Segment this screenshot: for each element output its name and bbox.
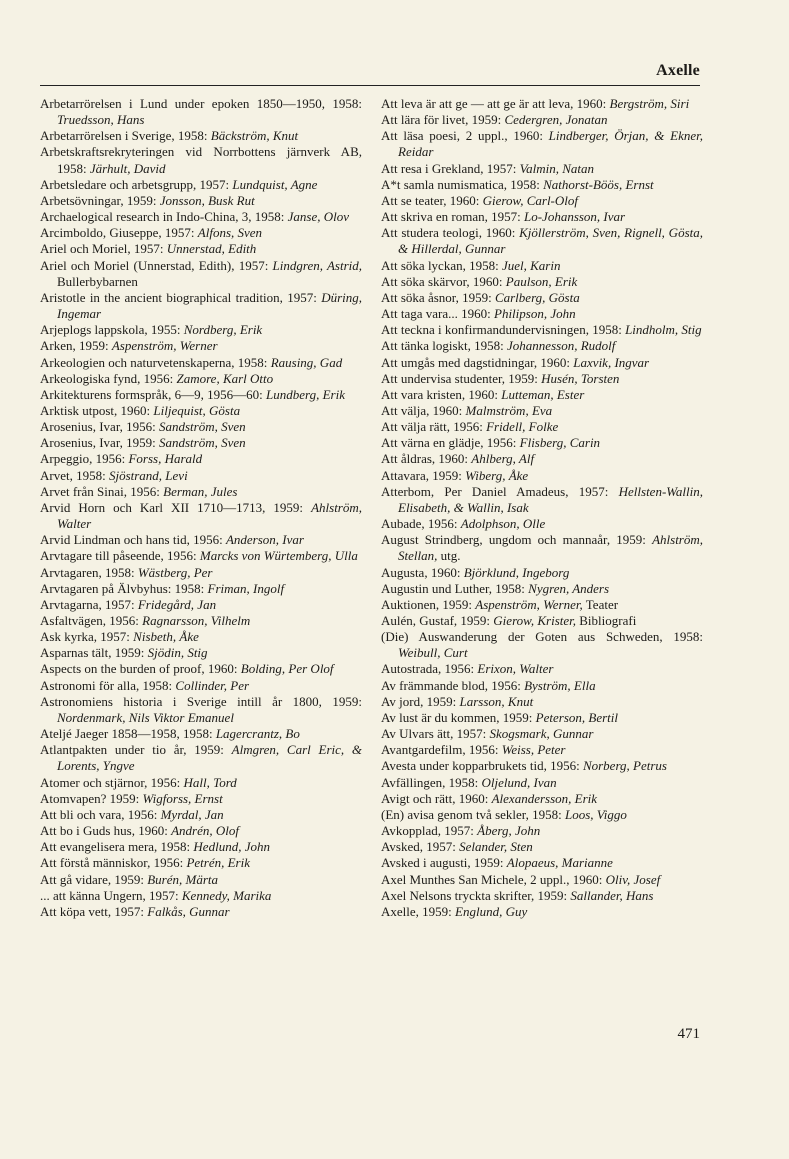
entry-author: Friman, Ingolf — [207, 580, 285, 596]
entry-title: Att åldras, 1960: — [381, 451, 472, 467]
entry-title: Ariel och Moriel, 1957: — [40, 241, 167, 257]
entry-author: Almgren, Carl Eric, & Lorents, Yngve — [57, 742, 362, 774]
catalog-entry — [40, 419, 362, 435]
catalog-entry — [381, 209, 703, 225]
catalog-entry — [40, 435, 362, 451]
entry-title: A*t samla numismatica, 1958: — [381, 176, 544, 192]
entry-title: Atomvapen? 1959: — [40, 790, 143, 806]
entry-title: Arvtagaren på Älvbyhus: 1958: — [40, 580, 208, 596]
catalog-entry — [381, 451, 703, 467]
entry-title: Auktionen, 1959: — [381, 596, 476, 612]
entry-author: Myrdal, Jan — [160, 806, 224, 822]
entry-title: Arvtagare till påseende, 1956: — [40, 548, 200, 564]
catalog-entry — [40, 645, 362, 661]
entry-title: Arbetsledare och arbetsgrupp, 1957: — [40, 176, 233, 192]
entry-title: Arkeologien och naturvetenskaperna, 1958: — [40, 354, 271, 370]
entry-title: Attavara, 1959: — [381, 467, 466, 483]
catalog-entry — [381, 791, 703, 807]
entry-suffix: Bullerbybarnen — [57, 273, 138, 289]
catalog-entry — [40, 548, 362, 564]
entry-author: Andrén, Olof — [171, 823, 239, 839]
entry-title: Augusta, 1960: — [381, 564, 464, 580]
entry-author: Alexandersson, Erik — [491, 790, 598, 806]
entry-title: Att leva är att ge — att ge är att leva, 1960: — [381, 96, 610, 111]
catalog-entry — [40, 839, 362, 855]
entry-title: Av främmande blod, 1956: — [381, 677, 525, 693]
catalog-entry — [40, 468, 362, 484]
entry-author: Husén, Torsten — [541, 370, 620, 386]
catalog-entry — [381, 694, 703, 710]
entry-author: Flisberg, Carin — [519, 435, 601, 451]
entry-author: Weibull, Curt — [398, 645, 468, 661]
entry-author: Rausing, Gad — [270, 354, 343, 370]
entry-author: Byström, Ella — [524, 677, 596, 693]
catalog-entry — [381, 435, 703, 451]
catalog-entry — [381, 161, 703, 177]
entry-title: Avsked, 1957: — [381, 839, 460, 855]
entry-title: Aulén, Gustaf, 1959: — [381, 613, 494, 628]
entry-author: Sandström, Sven — [159, 435, 246, 451]
entry-author: Fridegård, Jan — [137, 596, 217, 612]
entry-title: Arbetarrörelsen i Sverige, 1958: — [40, 128, 211, 144]
entry-title: Aubade, 1956: — [381, 516, 461, 532]
running-header: Axelle — [656, 62, 700, 79]
entry-author: Fridell, Folke — [486, 419, 559, 435]
entry-title: Arvtagaren, 1958: — [40, 564, 138, 580]
entry-title: Aristotle in the ancient biographical tradition, 1957: — [40, 289, 322, 305]
entry-title: Att söka åsnor, 1959: — [381, 289, 495, 305]
entry-author: Lindholm, Stig — [625, 322, 702, 338]
entry-title: Arcimboldo, Giuseppe, 1957: — [40, 225, 198, 241]
catalog-entry — [40, 661, 362, 677]
entry-author: Alopaeus, Marianne — [506, 855, 613, 871]
entry-author: Zamore, Karl Otto — [176, 370, 274, 386]
entry-title: Autostrada, 1956: — [381, 661, 478, 677]
entry-author: Peterson, Bertil — [535, 709, 618, 725]
entry-author: Aspenström, Werner — [111, 338, 218, 354]
catalog-entry — [381, 872, 703, 888]
entry-title: Axel Nelsons tryckta skrifter, 1959: — [381, 887, 571, 903]
catalog-entry — [381, 678, 703, 694]
entry-title: Att umgås med dagstidningar, 1960: — [381, 354, 574, 370]
entry-title: Axel Munthes San Michele, 2 uppl., 1960: — [381, 871, 606, 887]
catalog-entry — [381, 613, 703, 629]
entry-title: Avigt och rätt, 1960: — [381, 790, 492, 806]
catalog-entry — [381, 128, 703, 160]
entry-author: Anderson, Ivar — [225, 532, 304, 548]
entry-title: Att se teater, 1960: — [381, 192, 483, 208]
catalog-entry — [381, 661, 703, 677]
catalog-entry — [40, 726, 362, 742]
entry-title: Att teckna i konfirmandundervisningen, 1958: — [381, 322, 626, 338]
entry-title: Astronomi för alla, 1958: — [40, 677, 176, 693]
entry-title: Ariel och Moriel (Unnerstad, Edith), 1957: — [40, 257, 273, 273]
entry-author: Selander, Sten — [459, 839, 533, 855]
catalog-entry — [381, 258, 703, 274]
entry-title: Arbetarrörelsen i Lund under epoken 1850—1950, 1958: — [40, 96, 362, 111]
entry-title: Att köpa vett, 1957: — [40, 903, 148, 919]
catalog-entry — [381, 306, 703, 322]
entry-author: Lundberg, Erik — [266, 386, 345, 402]
entry-author: Falkås, Gunnar — [147, 903, 230, 919]
catalog-entry — [381, 581, 703, 597]
entry-author: Ahlberg, Alf — [471, 451, 535, 467]
entry-author: Lo-Johansson, Ivar — [523, 209, 626, 225]
catalog-entry — [40, 290, 362, 322]
catalog-entry — [40, 144, 362, 176]
catalog-entry — [381, 177, 703, 193]
entry-author: Petrén, Erik — [186, 855, 250, 871]
catalog-entry — [40, 209, 362, 225]
entry-title: Arvet, 1958: — [40, 467, 109, 483]
catalog-entry — [381, 516, 703, 532]
entry-title: Att tänka logiskt, 1958: — [381, 338, 508, 354]
entry-title: (En) avisa genom två sekler, 1958: — [381, 806, 565, 822]
entry-title: Arken, 1959: — [40, 338, 112, 354]
catalog-entry — [381, 839, 703, 855]
entry-author: Nathorst-Böös, Ernst — [543, 176, 654, 192]
entry-author: Berman, Jules — [163, 483, 238, 499]
entry-author: Wiberg, Åke — [465, 467, 529, 483]
catalog-entry — [381, 629, 703, 661]
entry-author: Hedlund, John — [193, 839, 270, 855]
entry-author: Kennedy, Marika — [181, 887, 272, 903]
catalog-entry — [40, 371, 362, 387]
header-rule — [40, 85, 700, 86]
entry-author: Kjöllerström, Sven, Rignell, Gösta, & Hillerdal, Gunnar — [398, 225, 703, 257]
catalog-entry — [381, 823, 703, 839]
entry-author: Unnerstad, Edith — [166, 241, 257, 257]
entry-author: Ahlström, Stellan, — [398, 532, 703, 564]
entry-title: Arvid Lindman och hans tid, 1956: — [40, 532, 226, 548]
entry-author: Sjödin, Stig — [147, 645, 208, 661]
catalog-entry — [381, 403, 703, 419]
catalog-entry — [381, 484, 703, 516]
catalog-entry — [381, 371, 703, 387]
catalog-entry — [40, 775, 362, 791]
catalog-entry — [40, 96, 362, 128]
catalog-entry — [40, 241, 362, 257]
entry-title: Arvid Horn och Karl XII 1710—1713, 1959: — [40, 499, 312, 515]
entry-title: Att söka lyckan, 1958: — [381, 257, 502, 273]
catalog-entry — [381, 225, 703, 257]
entry-title: Att taga vara... 1960: — [381, 306, 494, 322]
entry-author: Lindgren, Astrid, — [272, 257, 362, 273]
entry-title: Att vara kristen, 1960: — [381, 386, 502, 402]
catalog-entry — [381, 355, 703, 371]
catalog-entry — [40, 532, 362, 548]
entry-title: Att resa i Grekland, 1957: — [381, 160, 520, 176]
entry-author: Björklund, Ingeborg — [463, 564, 570, 580]
entry-author: Englund, Guy — [455, 903, 528, 919]
entry-author: Sandström, Sven — [159, 419, 246, 435]
entry-title: Atomer och stjärnor, 1956: — [40, 774, 184, 790]
entry-title: Arosenius, Ivar, 1956: — [40, 419, 159, 435]
catalog-entry — [381, 726, 703, 742]
entry-title: Att söka skärvor, 1960: — [381, 273, 506, 289]
entry-author: Oljelund, Ivan — [481, 774, 557, 790]
entry-title: Atlantpakten under tio år, 1959: — [40, 742, 232, 758]
right-column — [381, 96, 703, 920]
entry-author: Lindberger, Örjan, & Ekner, Reidar — [398, 128, 703, 160]
entry-author: Alfons, Sven — [197, 225, 263, 241]
entry-author: Skogsmark, Gunnar — [489, 726, 594, 742]
catalog-entry — [40, 807, 362, 823]
page-number: 471 — [677, 1026, 700, 1042]
entry-title: Att gå vidare, 1959: — [40, 871, 148, 887]
entry-author: Malmström, Eva — [465, 402, 553, 418]
entry-author: Burén, Märta — [147, 871, 219, 887]
entry-author: Nordberg, Erik — [183, 322, 263, 338]
catalog-entry — [381, 597, 703, 613]
entry-author: Bergström, Siri — [609, 96, 690, 111]
catalog-entry — [40, 500, 362, 532]
entry-author: Hellsten-Wallin, Elisabeth, & Wallin, Isak — [398, 483, 703, 515]
catalog-entry — [381, 532, 703, 564]
catalog-entry — [40, 387, 362, 403]
entry-author: Bäckström, Knut — [210, 128, 299, 144]
entry-author: Forss, Harald — [128, 451, 203, 467]
entry-title: Arkitekturens formspråk, 6—9, 1956—60: — [40, 386, 267, 402]
entry-title: Att lära för livet, 1959: — [381, 112, 505, 128]
catalog-entry — [381, 807, 703, 823]
entry-title: ... att känna Ungern, 1957: — [40, 887, 182, 903]
entry-title: Arvtagarna, 1957: — [40, 596, 138, 612]
entry-title: Av lust är du kommen, 1959: — [381, 709, 536, 725]
entry-title: Att välja rätt, 1956: — [381, 419, 487, 435]
entry-author: Philipson, John — [494, 306, 576, 322]
catalog-entry — [381, 193, 703, 209]
entry-author: Laxvik, Ingvar — [573, 354, 650, 370]
entry-author: Paulson, Erik — [505, 273, 578, 289]
catalog-entry — [381, 290, 703, 306]
entry-author: Oliv, Josef — [605, 871, 661, 887]
catalog-entry — [381, 710, 703, 726]
entry-suffix: Teater — [582, 596, 619, 612]
catalog-entry — [40, 694, 362, 726]
catalog-entry — [40, 872, 362, 888]
catalog-entry — [40, 581, 362, 597]
catalog-entry — [40, 742, 362, 774]
catalog-entry — [40, 678, 362, 694]
entry-title: Avsked i augusti, 1959: — [381, 855, 507, 871]
catalog-entry — [381, 742, 703, 758]
entry-title: Aspects on the burden of proof, 1960: — [40, 661, 241, 677]
entry-title: Avesta under kopparbrukets tid, 1956: — [381, 758, 583, 774]
catalog-entry — [381, 565, 703, 581]
entry-title: Avantgardefilm, 1956: — [381, 742, 502, 758]
catalog-entry — [40, 484, 362, 500]
catalog-entry — [40, 823, 362, 839]
catalog-entry — [381, 855, 703, 871]
catalog-entry — [40, 855, 362, 871]
entry-title: Ask kyrka, 1957: — [40, 629, 134, 645]
catalog-entry — [381, 322, 703, 338]
entry-author: Nisbeth, Åke — [133, 629, 199, 645]
entry-title: Astronomiens historia i Sverige intill år 1800, 1959: — [40, 693, 362, 709]
entry-title: Att skriva en roman, 1957: — [381, 209, 524, 225]
entry-author: Erixon, Walter — [477, 661, 554, 677]
catalog-entry — [381, 419, 703, 435]
entry-author: Marcks von Würtemberg, Ulla — [199, 548, 358, 564]
entry-title: Avfällingen, 1958: — [381, 774, 482, 790]
entry-title: Arvet från Sinai, 1956: — [40, 483, 164, 499]
entry-author: Åberg, John — [477, 823, 541, 839]
entry-title: Arktisk utpost, 1960: — [40, 402, 154, 418]
entry-author: Loos, Viggo — [564, 806, 627, 822]
catalog-entry — [381, 904, 703, 920]
catalog-entry — [381, 775, 703, 791]
entry-title: Arjeplogs lappskola, 1955: — [40, 322, 184, 338]
entry-author: Sallander, Hans — [570, 887, 654, 903]
entry-title: Att undervisa studenter, 1959: — [381, 370, 542, 386]
entry-title: Ateljé Jaeger 1858—1958, 1958: — [40, 726, 216, 742]
entry-author: Ahlström, Walter — [57, 499, 362, 532]
entry-author: Düring, Ingemar — [57, 289, 362, 322]
entry-title: August Strindberg, ungdom och mannaår, 1959: — [381, 532, 653, 548]
entry-title: Att bo i Guds hus, 1960: — [40, 823, 172, 839]
entry-title: Arosenius, Ivar, 1959: — [40, 435, 159, 451]
entry-title: Att läsa poesi, 2 uppl., 1960: — [381, 128, 549, 144]
catalog-entry — [40, 629, 362, 645]
entry-author: Gierow, Krister, — [493, 613, 577, 628]
entry-author: Aspenström, Werner, — [475, 596, 583, 612]
catalog-entry — [381, 96, 703, 112]
entry-title: Arbetsövningar, 1959: — [40, 192, 160, 208]
entry-suffix: utg. — [437, 548, 461, 564]
entry-author: Wigforss, Ernst — [142, 790, 223, 806]
catalog-entry — [40, 904, 362, 920]
entry-title: Av Ulvars ätt, 1957: — [381, 726, 490, 742]
catalog-entry — [381, 274, 703, 290]
catalog-entry — [40, 597, 362, 613]
catalog-entry — [40, 355, 362, 371]
catalog-entry — [381, 888, 703, 904]
catalog-entry — [40, 225, 362, 241]
entry-title: Asparnas tält, 1959: — [40, 645, 148, 661]
entry-author: Cedergren, Jonatan — [504, 112, 608, 128]
entry-author: Liljequist, Gösta — [153, 402, 241, 418]
entry-title: Arbetskraftsrekryteringen vid Norrbottens järnverk AB, 1958: — [40, 144, 362, 176]
left-column — [40, 96, 362, 920]
catalog-entry — [40, 322, 362, 338]
entry-title: Atterbom, Per Daniel Amadeus, 1957: — [381, 483, 619, 499]
entry-author: Collinder, Per — [175, 677, 250, 693]
entry-author: Carlberg, Gösta — [494, 289, 580, 305]
entry-author: Janse, Olov — [287, 209, 350, 225]
entry-author: Nordenmark, Nils Viktor Emanuel — [57, 709, 234, 725]
catalog-entry — [40, 403, 362, 419]
catalog-entry — [381, 338, 703, 354]
entry-title: Avkopplad, 1957: — [381, 823, 478, 839]
entry-title: Arkeologiska fynd, 1956: — [40, 370, 177, 386]
entry-title: Att värna en glädje, 1956: — [381, 435, 520, 451]
entry-title: Att studera teologi, 1960: — [381, 225, 520, 241]
entry-author: Johannesson, Rudolf — [507, 338, 616, 354]
entry-author: Lundquist, Agne — [232, 176, 318, 192]
entry-suffix: Bibliografi — [576, 613, 637, 628]
catalog-entry — [40, 193, 362, 209]
entry-title: Att förstå människor, 1956: — [40, 855, 187, 871]
entry-title: Archaelogical research in Indo-China, 3, 1958: — [40, 209, 288, 225]
catalog-entry — [40, 791, 362, 807]
entry-author: Sjöstrand, Levi — [108, 467, 188, 483]
entry-title: Axelle, 1959: — [381, 903, 456, 919]
catalog-entry — [40, 338, 362, 354]
entry-author: Järhult, David — [89, 160, 166, 176]
entry-title: Att välja, 1960: — [381, 402, 466, 418]
entry-title: Augustin und Luther, 1958: — [381, 580, 529, 596]
entry-title: Att bli och vara, 1956: — [40, 806, 161, 822]
entry-author: Nygren, Anders — [528, 580, 610, 596]
entry-author: Truedsson, Hans — [57, 112, 145, 128]
catalog-entry — [40, 128, 362, 144]
entry-author: Hall, Tord — [183, 774, 237, 790]
catalog-entry — [40, 177, 362, 193]
entry-author: Weiss, Peter — [501, 742, 566, 758]
entry-author: Juel, Karin — [501, 257, 561, 273]
entry-title: Asfaltvägen, 1956: — [40, 613, 143, 628]
catalog-entry — [40, 888, 362, 904]
entry-title: Av jord, 1959: — [381, 693, 460, 709]
entry-author: Lagercrantz, Bo — [215, 726, 300, 742]
entry-author: Valmin, Natan — [519, 160, 595, 176]
catalog-entry — [381, 468, 703, 484]
catalog-entry — [381, 758, 703, 774]
entry-author: Bolding, Per Olof — [240, 661, 334, 677]
entry-title: Att evangelisera mera, 1958: — [40, 839, 194, 855]
entry-author: Jonsson, Busk Rut — [159, 192, 255, 208]
entry-author: Adolphson, Olle — [460, 516, 546, 532]
catalog-entry — [40, 613, 362, 629]
catalog-entry — [381, 387, 703, 403]
entry-title: Arpeggio, 1956: — [40, 451, 129, 467]
catalog-entry — [381, 112, 703, 128]
entry-author: Wästberg, Per — [137, 564, 213, 580]
entry-author: Larsson, Knut — [459, 693, 534, 709]
entry-title: (Die) Auswanderung der Goten aus Schweden, 1958: — [381, 629, 703, 645]
catalog-entry — [40, 451, 362, 467]
catalog-entry — [40, 258, 362, 290]
entry-author: Norberg, Petrus — [582, 758, 667, 774]
catalog-entry — [40, 565, 362, 581]
entry-author: Lutteman, Ester — [501, 386, 585, 402]
entry-author: Gierow, Carl-Olof — [482, 192, 578, 208]
entry-author: Ragnarsson, Vilhelm — [142, 613, 251, 628]
